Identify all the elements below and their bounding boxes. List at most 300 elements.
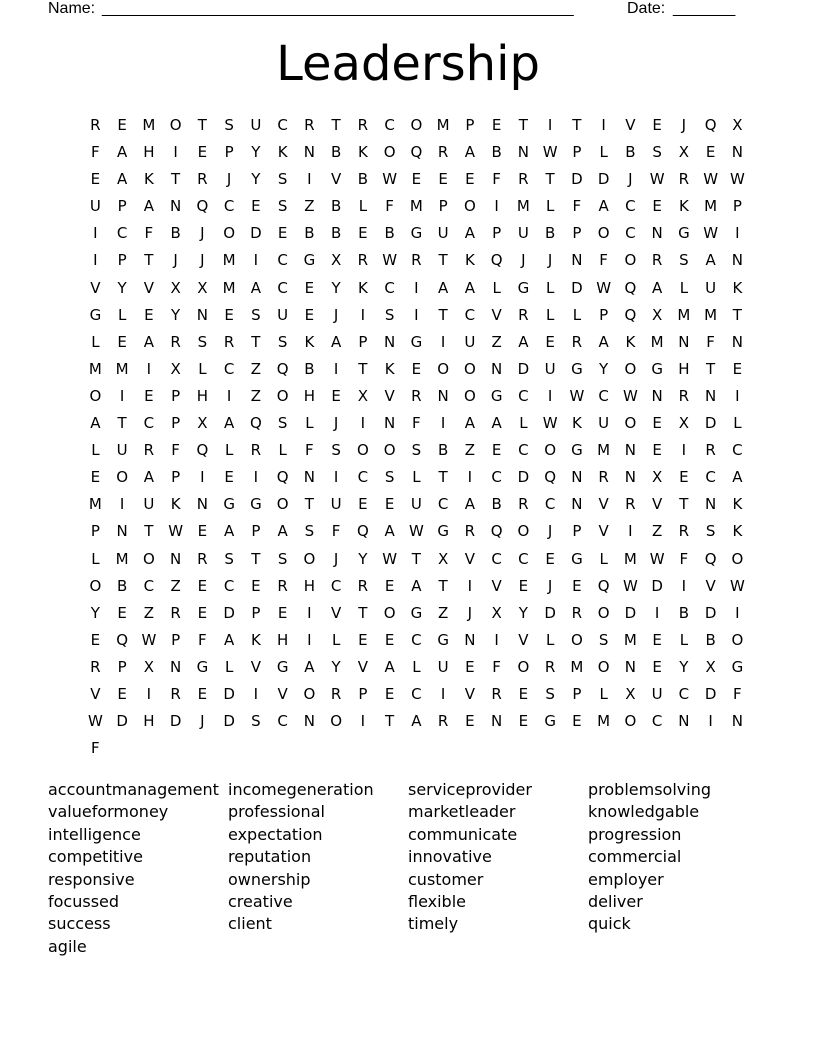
grid-letter[interactable]: D <box>704 603 717 622</box>
grid-letter[interactable]: N <box>705 495 717 514</box>
grid-letter[interactable]: O <box>463 359 476 378</box>
grid-letter[interactable]: F <box>599 251 608 270</box>
grid-letter[interactable]: S <box>251 712 261 731</box>
grid-letter[interactable]: M <box>222 251 236 270</box>
grid-letter[interactable]: N <box>571 251 583 270</box>
grid-letter[interactable]: A <box>223 414 235 433</box>
grid-letter[interactable]: R <box>411 251 422 270</box>
grid-letter[interactable]: A <box>90 414 101 433</box>
grid-letter[interactable]: K <box>170 495 181 514</box>
grid-letter[interactable]: X <box>705 657 716 676</box>
grid-letter[interactable]: E <box>572 576 582 595</box>
grid-letter[interactable]: V <box>330 603 342 622</box>
grid-letter[interactable]: H <box>276 630 289 649</box>
grid-letter[interactable]: J <box>200 712 205 731</box>
grid-letter[interactable]: E <box>117 684 127 703</box>
grid-letter[interactable]: S <box>277 549 288 568</box>
grid-letter[interactable]: R <box>90 657 101 676</box>
grid-letter[interactable]: E <box>90 170 101 189</box>
grid-letter[interactable]: L <box>224 441 234 460</box>
grid-letter[interactable]: M <box>88 359 102 378</box>
grid-letter[interactable]: S <box>277 197 288 216</box>
grid-letter[interactable]: I <box>119 386 125 405</box>
grid-letter[interactable]: Z <box>464 441 476 460</box>
grid-letter[interactable]: E <box>358 224 368 243</box>
grid-letter[interactable]: T <box>117 414 127 433</box>
grid-letter[interactable]: T <box>358 603 368 622</box>
grid-letter[interactable]: N <box>624 441 636 460</box>
grid-letter[interactable]: X <box>357 386 369 405</box>
grid-letter[interactable]: G <box>89 305 102 324</box>
grid-letter[interactable]: R <box>571 332 583 351</box>
grid-letter[interactable]: F <box>144 224 154 243</box>
grid-letter[interactable]: C <box>277 251 288 270</box>
grid-letter[interactable]: N <box>170 197 182 216</box>
grid-letter[interactable]: A <box>143 197 154 216</box>
grid-letter[interactable]: R <box>571 603 583 622</box>
grid-letter[interactable]: S <box>277 170 288 189</box>
grid-letter[interactable]: C <box>143 414 155 433</box>
grid-letter[interactable]: Q <box>490 522 503 541</box>
grid-letter[interactable]: A <box>223 630 235 649</box>
grid-letter[interactable]: E <box>331 386 341 405</box>
grid-letter[interactable]: S <box>331 441 341 460</box>
grid-letter[interactable]: T <box>518 116 528 134</box>
grid-letter[interactable]: S <box>197 332 208 351</box>
grid-letter[interactable]: E <box>197 684 208 703</box>
grid-letter[interactable]: E <box>197 143 208 162</box>
grid-letter[interactable]: P <box>171 630 181 649</box>
grid-letter[interactable]: C <box>277 116 288 134</box>
grid-letter[interactable]: N <box>491 712 503 731</box>
grid-letter[interactable]: O <box>116 468 129 487</box>
grid-letter[interactable]: Q <box>410 143 423 162</box>
grid-letter[interactable]: L <box>198 359 207 378</box>
grid-letter[interactable]: J <box>547 251 553 270</box>
grid-letter[interactable]: X <box>170 278 181 297</box>
grid-letter[interactable]: I <box>440 414 446 433</box>
grid-letter[interactable]: C <box>223 576 235 595</box>
grid-letter[interactable]: L <box>572 305 582 324</box>
grid-letter[interactable]: P <box>438 197 448 216</box>
grid-letter[interactable]: R <box>223 332 235 351</box>
grid-letter[interactable]: I <box>547 116 553 134</box>
grid-letter[interactable]: E <box>197 603 208 622</box>
grid-letter[interactable]: W <box>542 414 558 433</box>
grid-letter[interactable]: E <box>197 576 208 595</box>
grid-letter[interactable]: I <box>307 603 312 622</box>
grid-letter[interactable]: F <box>572 197 582 216</box>
grid-letter[interactable]: P <box>358 332 368 351</box>
grid-letter[interactable]: L <box>331 630 341 649</box>
grid-letter[interactable]: K <box>277 143 288 162</box>
grid-letter[interactable]: M <box>623 630 637 649</box>
grid-letter[interactable]: L <box>545 197 555 216</box>
grid-letter[interactable]: G <box>276 657 289 676</box>
grid-letter[interactable]: I <box>146 684 152 703</box>
grid-letter[interactable]: U <box>705 278 717 297</box>
grid-letter[interactable]: M <box>115 549 129 568</box>
grid-letter[interactable]: O <box>169 116 182 134</box>
grid-letter[interactable]: L <box>91 441 100 460</box>
grid-letter[interactable]: D <box>571 278 583 297</box>
grid-letter[interactable]: P <box>117 251 127 270</box>
grid-letter[interactable]: G <box>303 251 316 270</box>
grid-letter[interactable]: Q <box>276 468 289 487</box>
grid-letter[interactable]: E <box>652 630 662 649</box>
grid-letter[interactable]: E <box>652 414 662 433</box>
grid-letter[interactable]: O <box>597 603 610 622</box>
grid-letter[interactable]: A <box>464 414 475 433</box>
grid-letter[interactable]: L <box>305 414 314 433</box>
grid-letter[interactable]: B <box>357 170 369 189</box>
grid-letter[interactable]: O <box>624 414 637 433</box>
grid-letter[interactable]: V <box>330 170 342 189</box>
grid-letter[interactable]: X <box>625 684 636 703</box>
grid-letter[interactable]: G <box>678 224 690 243</box>
grid-letter[interactable]: H <box>303 386 316 405</box>
grid-letter[interactable]: O <box>276 386 289 405</box>
grid-letter[interactable]: K <box>732 495 743 514</box>
grid-letter[interactable]: A <box>384 522 395 541</box>
grid-letter[interactable]: S <box>652 143 662 162</box>
grid-letter[interactable]: E <box>117 332 127 351</box>
grid-letter[interactable]: W <box>703 224 719 243</box>
grid-letter[interactable]: L <box>278 441 287 460</box>
grid-letter[interactable]: Z <box>304 197 315 216</box>
grid-letter[interactable]: K <box>571 414 582 433</box>
grid-letter[interactable]: Z <box>250 386 262 405</box>
grid-letter[interactable]: E <box>384 495 395 514</box>
grid-letter[interactable]: J <box>200 224 205 243</box>
grid-letter[interactable]: Q <box>196 197 209 216</box>
grid-letter[interactable]: S <box>277 414 288 433</box>
grid-letter[interactable]: P <box>465 116 475 134</box>
grid-letter[interactable]: I <box>601 116 606 134</box>
grid-letter[interactable]: A <box>651 278 663 297</box>
grid-letter[interactable]: R <box>705 441 716 460</box>
grid-letter[interactable]: P <box>171 386 181 405</box>
grid-letter[interactable]: X <box>491 603 502 622</box>
grid-letter[interactable]: V <box>357 657 368 676</box>
grid-letter[interactable]: R <box>678 170 690 189</box>
grid-letter[interactable]: U <box>437 657 449 676</box>
grid-letter[interactable]: V <box>90 684 101 703</box>
grid-letter[interactable]: P <box>572 143 582 162</box>
grid-letter[interactable]: A <box>464 224 475 243</box>
grid-letter[interactable]: V <box>90 278 101 297</box>
grid-letter[interactable]: L <box>545 305 555 324</box>
grid-letter[interactable]: K <box>384 359 395 378</box>
grid-letter[interactable]: F <box>492 170 501 189</box>
grid-letter[interactable]: J <box>467 603 473 622</box>
grid-letter[interactable]: A <box>116 143 128 162</box>
grid-letter[interactable]: I <box>200 468 205 487</box>
grid-letter[interactable]: M <box>142 116 156 134</box>
grid-letter[interactable]: F <box>171 441 180 460</box>
grid-letter[interactable]: D <box>704 684 717 703</box>
grid-letter[interactable]: N <box>624 657 636 676</box>
grid-letter[interactable]: C <box>116 224 128 243</box>
grid-letter[interactable]: B <box>330 197 342 216</box>
grid-letter[interactable]: O <box>463 386 476 405</box>
grid-letter[interactable]: C <box>491 549 502 568</box>
grid-letter[interactable]: K <box>678 197 689 216</box>
grid-letter[interactable]: H <box>143 712 155 731</box>
grid-letter[interactable]: L <box>545 630 555 649</box>
grid-letter[interactable]: R <box>651 251 663 270</box>
grid-letter[interactable]: R <box>143 441 155 460</box>
grid-letter[interactable]: T <box>679 495 689 514</box>
grid-letter[interactable]: N <box>437 386 449 405</box>
grid-letter[interactable]: R <box>170 332 181 351</box>
grid-letter[interactable]: R <box>304 116 315 134</box>
grid-letter[interactable]: P <box>358 684 368 703</box>
grid-letter[interactable]: C <box>598 386 609 405</box>
grid-letter[interactable]: E <box>518 712 529 731</box>
grid-letter[interactable]: O <box>330 712 343 731</box>
grid-letter[interactable]: R <box>598 468 609 487</box>
grid-letter[interactable]: M <box>597 441 611 460</box>
grid-letter[interactable]: T <box>545 170 555 189</box>
grid-letter[interactable]: N <box>464 630 476 649</box>
grid-letter[interactable]: C <box>651 712 663 731</box>
grid-letter[interactable]: D <box>624 603 637 622</box>
grid-letter[interactable]: Q <box>276 359 289 378</box>
grid-letter[interactable]: C <box>143 576 155 595</box>
grid-letter[interactable]: D <box>169 712 182 731</box>
grid-letter[interactable]: T <box>144 251 154 270</box>
grid-letter[interactable]: R <box>90 116 101 134</box>
grid-letter[interactable]: P <box>171 414 181 433</box>
grid-letter[interactable]: V <box>384 386 395 405</box>
grid-letter[interactable]: G <box>731 657 744 676</box>
grid-letter[interactable]: G <box>410 603 423 622</box>
grid-letter[interactable]: T <box>438 305 448 324</box>
grid-letter[interactable]: I <box>440 684 446 703</box>
grid-letter[interactable]: O <box>570 630 583 649</box>
grid-letter[interactable]: F <box>91 143 100 162</box>
grid-letter[interactable]: E <box>732 359 743 378</box>
grid-letter[interactable]: N <box>705 386 717 405</box>
grid-letter[interactable]: J <box>200 251 205 270</box>
grid-letter[interactable]: T <box>706 359 716 378</box>
grid-letter[interactable]: J <box>333 305 339 324</box>
grid-letter[interactable]: N <box>731 332 743 351</box>
grid-letter[interactable]: Q <box>116 630 129 649</box>
grid-letter[interactable]: U <box>143 495 155 514</box>
grid-letter[interactable]: C <box>518 441 529 460</box>
grid-letter[interactable]: K <box>250 630 261 649</box>
grid-letter[interactable]: A <box>384 657 395 676</box>
grid-letter[interactable]: E <box>465 170 475 189</box>
grid-letter[interactable]: I <box>414 305 419 324</box>
grid-letter[interactable]: C <box>277 278 288 297</box>
grid-letter[interactable]: V <box>143 278 154 297</box>
grid-letter[interactable]: L <box>733 414 742 433</box>
grid-letter[interactable]: S <box>598 630 609 649</box>
grid-letter[interactable]: B <box>116 576 128 595</box>
grid-letter[interactable]: O <box>383 143 396 162</box>
grid-letter[interactable]: C <box>384 116 395 134</box>
grid-letter[interactable]: T <box>251 549 261 568</box>
grid-letter[interactable]: W <box>542 143 558 162</box>
grid-letter[interactable]: N <box>731 712 743 731</box>
grid-letter[interactable]: A <box>223 522 235 541</box>
grid-letter[interactable]: V <box>464 549 475 568</box>
grid-letter[interactable]: C <box>625 197 636 216</box>
grid-letter[interactable]: E <box>652 657 662 676</box>
grid-letter[interactable]: C <box>518 386 529 405</box>
grid-letter[interactable]: P <box>117 197 127 216</box>
grid-letter[interactable]: Y <box>599 359 609 378</box>
grid-letter[interactable]: E <box>144 386 154 405</box>
grid-letter[interactable]: X <box>330 251 342 270</box>
grid-letter[interactable]: D <box>704 414 717 433</box>
grid-letter[interactable]: C <box>411 684 422 703</box>
grid-letter[interactable]: A <box>464 143 475 162</box>
grid-letter[interactable]: T <box>171 170 181 189</box>
grid-letter[interactable]: N <box>384 414 396 433</box>
grid-letter[interactable]: G <box>544 712 556 731</box>
grid-letter[interactable]: U <box>330 495 342 514</box>
grid-letter[interactable]: N <box>678 712 690 731</box>
grid-letter[interactable]: Z <box>651 522 663 541</box>
grid-letter[interactable]: E <box>518 684 529 703</box>
grid-letter[interactable]: P <box>171 468 181 487</box>
grid-letter[interactable]: G <box>223 495 235 514</box>
grid-letter[interactable]: C <box>223 359 235 378</box>
grid-letter[interactable]: T <box>331 116 341 134</box>
grid-letter[interactable]: Q <box>249 414 262 433</box>
grid-letter[interactable]: N <box>517 143 529 162</box>
grid-letter[interactable]: N <box>678 332 690 351</box>
grid-letter[interactable]: J <box>333 549 339 568</box>
grid-letter[interactable]: M <box>436 116 450 134</box>
grid-letter[interactable]: R <box>437 143 449 162</box>
grid-letter[interactable]: Y <box>117 278 127 297</box>
grid-letter[interactable]: L <box>679 278 689 297</box>
grid-letter[interactable]: I <box>654 603 660 622</box>
grid-letter[interactable]: A <box>464 495 475 514</box>
grid-letter[interactable]: L <box>224 657 234 676</box>
grid-letter[interactable]: E <box>304 305 315 324</box>
grid-letter[interactable]: A <box>143 468 154 487</box>
grid-letter[interactable]: U <box>651 684 663 703</box>
grid-letter[interactable]: E <box>545 332 555 351</box>
grid-letter[interactable]: A <box>116 170 128 189</box>
grid-letter[interactable]: L <box>545 278 555 297</box>
grid-letter[interactable]: O <box>383 603 396 622</box>
grid-letter[interactable]: Q <box>624 278 637 297</box>
grid-letter[interactable]: R <box>437 712 449 731</box>
grid-letter[interactable]: T <box>197 116 207 134</box>
grid-letter[interactable]: Y <box>90 603 100 622</box>
grid-letter[interactable]: I <box>360 305 366 324</box>
grid-letter[interactable]: K <box>625 332 636 351</box>
grid-letter[interactable]: J <box>226 170 232 189</box>
grid-letter[interactable]: L <box>91 332 100 351</box>
grid-letter[interactable]: R <box>357 576 369 595</box>
grid-letter[interactable]: I <box>735 386 740 405</box>
grid-letter[interactable]: R <box>491 684 502 703</box>
grid-letter[interactable]: J <box>521 251 526 270</box>
grid-letter[interactable]: R <box>357 116 369 134</box>
grid-letter[interactable]: O <box>597 657 610 676</box>
grid-letter[interactable]: M <box>409 197 423 216</box>
grid-letter[interactable]: Y <box>251 143 261 162</box>
grid-letter[interactable]: O <box>624 712 637 731</box>
grid-letter[interactable]: E <box>411 170 422 189</box>
grid-letter[interactable]: S <box>705 522 716 541</box>
grid-letter[interactable]: S <box>384 468 395 487</box>
grid-letter[interactable]: P <box>117 657 127 676</box>
grid-letter[interactable]: E <box>652 441 662 460</box>
grid-letter[interactable]: M <box>650 332 664 351</box>
grid-letter[interactable]: L <box>412 657 421 676</box>
grid-letter[interactable]: M <box>704 305 718 324</box>
grid-letter[interactable]: X <box>732 116 743 134</box>
grid-letter[interactable]: C <box>732 441 743 460</box>
grid-letter[interactable]: W <box>622 386 638 405</box>
grid-letter[interactable]: C <box>437 495 449 514</box>
grid-letter[interactable]: J <box>173 251 178 270</box>
grid-letter[interactable]: S <box>251 305 261 324</box>
grid-letter[interactable]: W <box>408 522 424 541</box>
grid-letter[interactable]: A <box>598 332 609 351</box>
grid-letter[interactable]: B <box>384 224 395 243</box>
grid-letter[interactable]: S <box>411 441 422 460</box>
grid-letter[interactable]: I <box>708 712 713 731</box>
grid-letter[interactable]: E <box>224 468 234 487</box>
grid-letter[interactable]: P <box>251 522 261 541</box>
grid-letter[interactable]: Y <box>518 603 528 622</box>
grid-letter[interactable]: T <box>411 549 421 568</box>
grid-letter[interactable]: W <box>382 549 398 568</box>
grid-letter[interactable]: I <box>146 359 152 378</box>
grid-letter[interactable]: W <box>87 712 103 731</box>
grid-letter[interactable]: K <box>732 522 743 541</box>
grid-letter[interactable]: O <box>303 549 316 568</box>
grid-letter[interactable]: I <box>253 684 259 703</box>
grid-letter[interactable]: E <box>518 576 529 595</box>
grid-letter[interactable]: I <box>93 224 98 243</box>
grid-letter[interactable]: O <box>276 495 289 514</box>
grid-letter[interactable]: U <box>437 224 449 243</box>
grid-letter[interactable]: X <box>678 414 690 433</box>
grid-letter[interactable]: I <box>735 603 740 622</box>
grid-letter[interactable]: A <box>411 712 422 731</box>
grid-letter[interactable]: D <box>223 684 235 703</box>
grid-letter[interactable]: J <box>547 576 553 595</box>
grid-letter[interactable]: I <box>735 224 740 243</box>
grid-letter[interactable]: I <box>494 630 499 649</box>
grid-letter[interactable]: O <box>624 359 637 378</box>
grid-letter[interactable]: F <box>91 739 100 758</box>
grid-letter[interactable]: M <box>704 197 718 216</box>
grid-letter[interactable]: E <box>117 603 127 622</box>
grid-letter[interactable]: S <box>224 116 234 134</box>
grid-letter[interactable]: D <box>223 712 235 731</box>
grid-letter[interactable]: J <box>681 116 687 134</box>
grid-letter[interactable]: U <box>116 441 128 460</box>
grid-letter[interactable]: O <box>731 630 744 649</box>
grid-letter[interactable]: B <box>625 143 636 162</box>
grid-letter[interactable]: F <box>733 684 742 703</box>
grid-letter[interactable]: E <box>705 143 716 162</box>
grid-letter[interactable]: Z <box>143 603 155 622</box>
grid-letter[interactable]: F <box>198 630 207 649</box>
